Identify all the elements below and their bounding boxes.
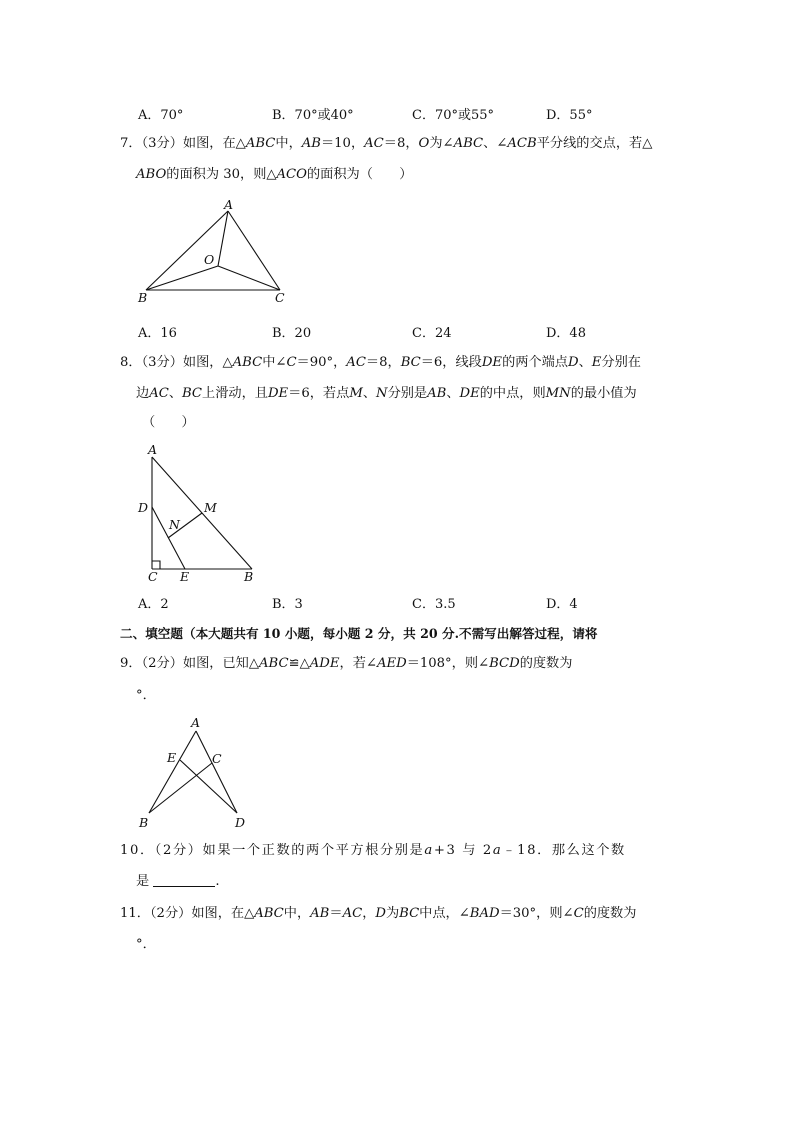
q8-text: C xyxy=(286,355,297,370)
q7-text: AB xyxy=(301,136,321,151)
q8-text: 、 xyxy=(362,386,377,401)
q7-text: ACB xyxy=(507,136,537,151)
q6-option-a: A．70° xyxy=(138,108,184,123)
q8-text: M xyxy=(349,386,363,401)
q7-text: O xyxy=(418,136,430,151)
q11-line-1 xyxy=(120,904,636,924)
q7-text: 的面积为（ ） xyxy=(306,167,413,182)
q8-label-d: D xyxy=(138,500,149,515)
q11-text: C xyxy=(573,906,584,921)
q9-label-e: E xyxy=(167,750,177,765)
q8-label-b: B xyxy=(244,569,254,584)
q8-text: 、 xyxy=(168,386,182,401)
q8-text: BC xyxy=(182,386,203,401)
q8-text: 、 xyxy=(578,355,592,370)
q8-text: BC xyxy=(400,355,421,370)
q11-text: AB xyxy=(310,906,330,921)
q8-label-c: C xyxy=(148,569,158,584)
q7-text: 中， xyxy=(275,136,302,151)
q10-number: 10． xyxy=(120,843,155,858)
q8-line-3: （ ） xyxy=(142,415,195,430)
q10-text: 是 xyxy=(136,874,150,889)
q8-label-n: N xyxy=(169,517,180,532)
q8-text: 、 xyxy=(446,386,460,401)
q7-text: ACO xyxy=(276,167,307,182)
q8-text: ＝6，若点 xyxy=(288,386,350,401)
q7-text: AC xyxy=(364,136,384,151)
q8-option-c: C．3.5 xyxy=(412,597,456,612)
q9-text: ≌△ xyxy=(288,656,310,671)
q9-number: 9． xyxy=(120,656,142,671)
q9-text: ADE xyxy=(309,656,340,671)
q10-text: （2分）如果一个正数的两个平方根分别是 xyxy=(154,843,425,858)
q8-text: ＝90°， xyxy=(296,355,347,370)
q8-text: 分别是 xyxy=(387,386,428,401)
q8-text: MN xyxy=(545,386,571,401)
q9-text: AED xyxy=(376,656,407,671)
q8-text: AC xyxy=(149,386,169,401)
q9-label-a: A xyxy=(191,715,201,730)
q7-text: ABC xyxy=(245,136,276,151)
q8-label-m: M xyxy=(204,500,217,515)
q7-text: ABC xyxy=(453,136,484,151)
q8-text: DE xyxy=(481,355,503,370)
q11-text: ， xyxy=(362,906,376,921)
q8-label-a: A xyxy=(148,442,158,457)
q9-line-ed xyxy=(180,760,237,813)
q9-text: （2分）如图，已知△ xyxy=(141,656,260,671)
q7-option-a: A．16 xyxy=(138,326,177,341)
q8-text: DE xyxy=(459,386,480,401)
q10-line-1 xyxy=(120,841,626,861)
q9-line-ad xyxy=(196,731,237,813)
q7-text: ＝8， xyxy=(383,136,419,151)
q9-label-c: C xyxy=(212,751,222,766)
q10-text: ﹣18．那么这个数 xyxy=(502,843,626,858)
q9-text: ＝108°，则∠ xyxy=(406,656,490,671)
q8-text: AC xyxy=(346,355,366,370)
section-2-heading: 二、填空题（本大题共有 10 小题，每小题 2 分，共 20 分.不需写出解答过程，请将 xyxy=(120,626,598,641)
q9-text: ABC xyxy=(259,656,289,671)
q7-number: 7． xyxy=(120,136,142,151)
q10-text: a xyxy=(492,843,503,858)
q7-option-b: B．20 xyxy=(272,326,312,341)
q6-option-d: D．55° xyxy=(546,108,593,123)
q7-label-c: C xyxy=(275,290,285,305)
q9-label-b: B xyxy=(139,815,149,830)
q11-text: BC xyxy=(399,906,420,921)
q11-text: BAD xyxy=(469,906,500,921)
q6-option-c: C．70°或55° xyxy=(412,108,495,123)
q10-text: a xyxy=(424,843,434,858)
q11-text: ABC xyxy=(254,906,284,921)
q10-answer-blank xyxy=(153,874,215,887)
q7-label-b: B xyxy=(138,290,148,305)
q8-number: 8． xyxy=(120,355,142,370)
q7-text: ＝10， xyxy=(320,136,365,151)
q9-text: ，若∠ xyxy=(339,656,377,671)
q7-text: （3分）如图，在△ xyxy=(141,136,246,151)
q8-label-e: E xyxy=(180,569,190,584)
q8-text: 的中点，则 xyxy=(479,386,546,401)
q11-text: D xyxy=(375,906,386,921)
q8-text: AB xyxy=(427,386,447,401)
q7-label-o: O xyxy=(204,252,215,267)
q9-line-2: °． xyxy=(136,688,156,703)
q9-line-bc xyxy=(149,763,212,813)
q8-text: DE xyxy=(267,386,289,401)
q11-text: ＝30°，则∠ xyxy=(499,906,574,921)
q7-label-a: A xyxy=(224,197,234,212)
q8-text: 上滑动，且 xyxy=(202,386,268,401)
q7-text: 的面积为 30，则△ xyxy=(166,167,277,182)
q11-text: 中点，∠ xyxy=(419,906,470,921)
q8-text: ＝8， xyxy=(365,355,401,370)
q10-line-2 xyxy=(136,872,220,892)
q11-text: 的度数为 xyxy=(583,906,637,921)
q7-text: 、∠ xyxy=(483,136,508,151)
q8-text: ＝6，线段 xyxy=(420,355,482,370)
q8-option-d: D．4 xyxy=(546,597,578,612)
q9-text: BCD xyxy=(489,656,520,671)
q10-text: . xyxy=(215,874,220,889)
q8-text: 中∠ xyxy=(262,355,287,370)
q8-text: 分别在 xyxy=(601,355,641,370)
q9-text: 的度数为 xyxy=(519,656,573,671)
q8-option-a: A．2 xyxy=(138,597,169,612)
q8-text: ABC xyxy=(232,355,263,370)
q8-text: D xyxy=(568,355,579,370)
q8-text: 边 xyxy=(136,386,150,401)
q11-text: ＝ xyxy=(329,906,343,921)
q7-text: ABO xyxy=(136,167,167,182)
q6-option-b: B．70°或40° xyxy=(272,108,354,123)
q11-text: （2分）如图，在△ xyxy=(149,906,255,921)
q7-text: 平分线的交点，若△ xyxy=(536,136,653,151)
q8-text: E xyxy=(591,355,602,370)
q11-text: 中， xyxy=(283,906,311,921)
q8-text: 的最小值为 xyxy=(570,386,637,401)
q11-text: 为 xyxy=(385,906,400,921)
q7-option-d: D．48 xyxy=(546,326,586,341)
q8-text: （3分）如图，△ xyxy=(141,355,233,370)
q10-text: +3 与 2 xyxy=(433,843,493,858)
q11-text: AC xyxy=(342,906,363,921)
q11-number: 11． xyxy=(120,906,150,921)
q7-option-c: C．24 xyxy=(412,326,452,341)
q8-option-b: B．3 xyxy=(272,597,303,612)
q11-line-2: °． xyxy=(136,937,156,952)
q7-text: 为∠ xyxy=(429,136,454,151)
q9-label-d: D xyxy=(235,815,246,830)
q8-text: 的两个端点 xyxy=(502,355,568,370)
q9-line-ab xyxy=(149,731,196,813)
q8-text: N xyxy=(376,386,388,401)
